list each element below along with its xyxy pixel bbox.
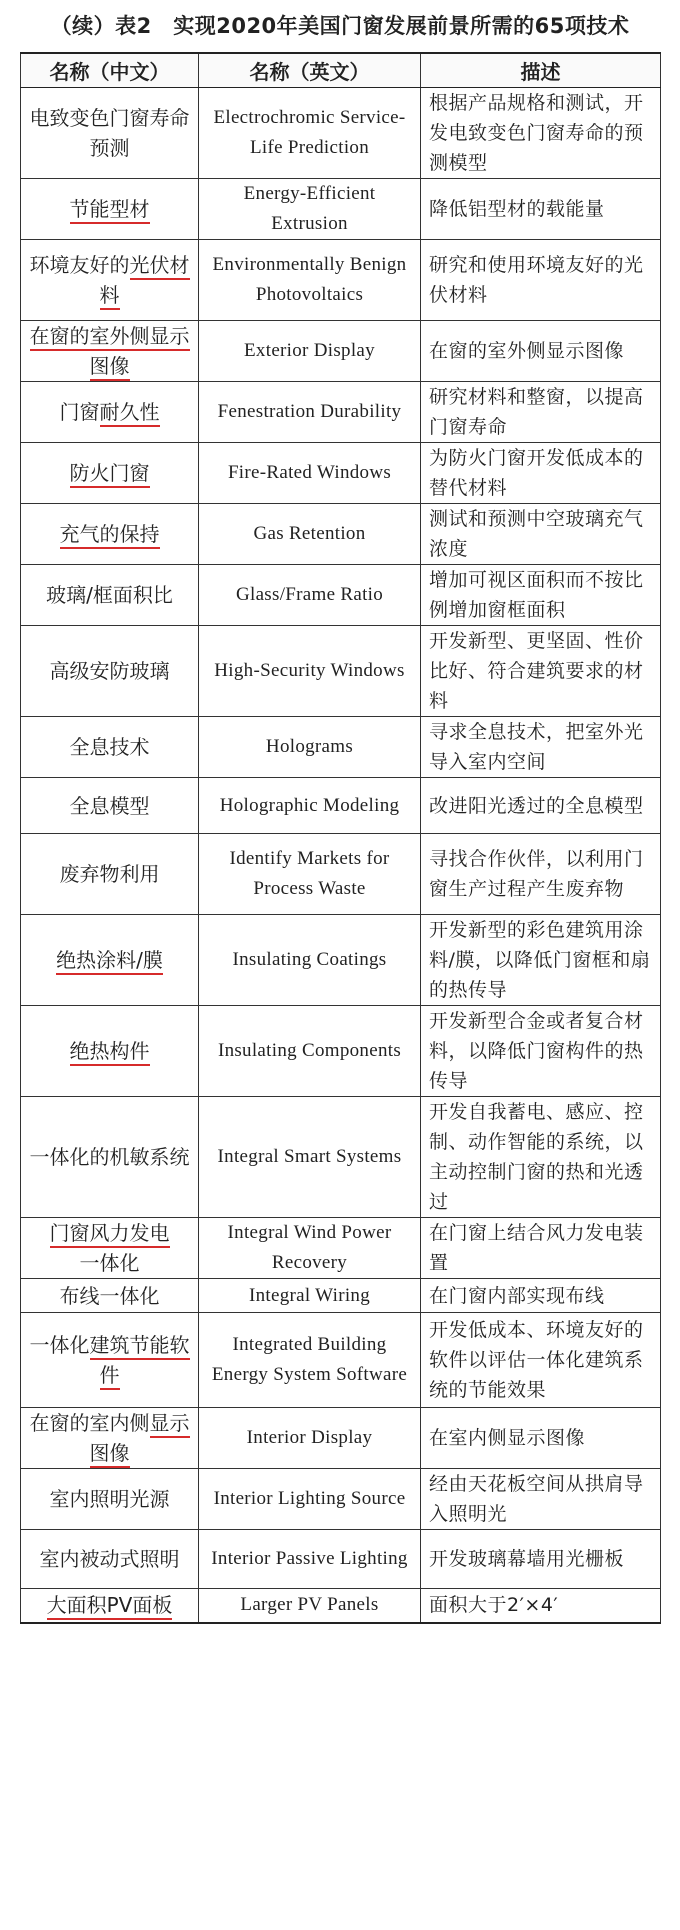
highlighted-term: 门窗风力发电: [50, 1221, 170, 1248]
chinese-name-text: 环境友好的: [29, 253, 130, 277]
header-description: 描述: [421, 53, 661, 88]
cell-english-name: Glass/Frame Ratio: [199, 565, 421, 626]
highlighted-term: 节能型材: [70, 197, 150, 224]
chinese-name-text: 室内照明光源: [49, 1487, 170, 1511]
cell-english-name: Gas Retention: [199, 504, 421, 565]
table-row: [21, 1313, 661, 1408]
cell-description: 开发新型的彩色建筑用涂料/膜，以降低门窗框和扇的热传导: [421, 915, 661, 1006]
chinese-name-text: 一体化的机敏系统: [29, 1145, 190, 1169]
cell-chinese-name: [21, 778, 199, 834]
cell-chinese-name: [21, 1469, 199, 1530]
cell-chinese-name: [21, 915, 199, 1006]
cell-chinese-name: [21, 565, 199, 626]
cell-description: 经由天花板空间从拱肩导入照明光: [421, 1469, 661, 1530]
highlighted-term: 建筑节能软件: [90, 1333, 190, 1390]
cell-chinese-name: [21, 1313, 199, 1408]
cell-english-name: Interior Display: [199, 1408, 421, 1469]
table-row: [21, 565, 661, 626]
cell-chinese-name: [21, 834, 199, 915]
cell-english-name: Integrated Building Energy System Software: [199, 1313, 421, 1408]
table-row: [21, 1279, 661, 1313]
cell-chinese-name: [21, 88, 199, 179]
table-row: [21, 1218, 661, 1279]
cell-english-name: Integral Wiring: [199, 1279, 421, 1313]
cell-description: 测试和预测中空玻璃充气浓度: [421, 504, 661, 565]
cell-description: 研究材料和整窗，以提高门窗寿命: [421, 382, 661, 443]
table-row: [21, 1469, 661, 1530]
cell-english-name: Electrochromic Service-Life Prediction: [199, 88, 421, 179]
table-row: [21, 321, 661, 382]
table-row: [21, 1097, 661, 1218]
cell-english-name: Exterior Display: [199, 321, 421, 382]
cell-chinese-name: [21, 240, 199, 321]
table-row: [21, 382, 661, 443]
cell-chinese-name: [21, 179, 199, 240]
cell-english-name: Interior Lighting Source: [199, 1469, 421, 1530]
cell-english-name: Fire-Rated Windows: [199, 443, 421, 504]
chinese-name-text: 门窗: [59, 400, 100, 424]
cell-english-name: Holograms: [199, 717, 421, 778]
chinese-name-text: 在窗的室内侧: [29, 1411, 150, 1435]
table-row: [21, 778, 661, 834]
cell-chinese-name: [21, 1218, 199, 1279]
table-row: [21, 179, 661, 240]
table-row: [21, 1408, 661, 1469]
chinese-name-text: 室内被动式照明: [39, 1547, 180, 1571]
cell-english-name: High-Security Windows: [199, 626, 421, 717]
cell-chinese-name: [21, 382, 199, 443]
cell-english-name: Energy-Efficient Extrusion: [199, 179, 421, 240]
cell-english-name: Insulating Components: [199, 1006, 421, 1097]
chinese-name-text: 布线一体化: [59, 1283, 160, 1308]
cell-chinese-name: [21, 1408, 199, 1469]
technology-table: [20, 52, 661, 1624]
chinese-name-text: 废弃物利用: [59, 862, 160, 886]
table-row: [21, 504, 661, 565]
cell-english-name: Identify Markets for Process Waste: [199, 834, 421, 915]
table-row: [21, 240, 661, 321]
table-caption: （续）表2 实现2020年美国门窗发展前景所需的65项技术: [50, 14, 630, 38]
cell-description: 面积大于2′×4′: [421, 1589, 661, 1623]
cell-chinese-name: [21, 321, 199, 382]
cell-english-name: Larger PV Panels: [199, 1589, 421, 1623]
cell-description: 研究和使用环境友好的光伏材料: [421, 240, 661, 321]
highlighted-term: 防火门窗: [70, 461, 150, 488]
table-row: [21, 443, 661, 504]
cell-description: 根据产品规格和测试，开发电致变色门窗寿命的预测模型: [421, 88, 661, 179]
chinese-name-text: 玻璃/框面积比: [46, 583, 173, 607]
highlighted-term: 绝热构件: [70, 1039, 150, 1066]
table-row: [21, 915, 661, 1006]
header-chinese-name: 名称（中文）: [21, 53, 199, 88]
table-row: [21, 717, 661, 778]
cell-description: 改进阳光透过的全息模型: [421, 778, 661, 834]
header-english-name: 名称（英文）: [199, 53, 421, 88]
chinese-name-text: 一体化: [29, 1333, 90, 1357]
cell-chinese-name: [21, 504, 199, 565]
cell-description: 寻求全息技术，把室外光导入室内空间: [421, 717, 661, 778]
cell-description: 降低铝型材的载能量: [421, 179, 661, 240]
table-header-row: [21, 53, 661, 88]
cell-description: 为防火门窗开发低成本的替代材料: [421, 443, 661, 504]
cell-description: 在室内侧显示图像: [421, 1408, 661, 1469]
cell-english-name: Holographic Modeling: [199, 778, 421, 834]
cell-english-name: Integral Wind Power Recovery: [199, 1218, 421, 1279]
chinese-name-text: 高级安防玻璃: [49, 659, 170, 683]
highlighted-term: 在窗的室外侧显示图像: [30, 324, 190, 381]
table-row: [21, 1530, 661, 1589]
chinese-name-text: 全息技术: [69, 735, 150, 759]
chinese-name-text: 全息模型: [69, 793, 150, 818]
highlighted-term: 显示图像: [90, 1411, 190, 1468]
table-row: [21, 834, 661, 915]
cell-chinese-name: [21, 1006, 199, 1097]
cell-description: 寻找合作伙伴，以利用门窗生产过程产生废弃物: [421, 834, 661, 915]
cell-description: 开发新型、更坚固、性价比好、符合建筑要求的材料: [421, 626, 661, 717]
cell-description: 在门窗上结合风力发电装置: [421, 1218, 661, 1279]
highlighted-term: 光伏材料: [100, 253, 190, 310]
cell-description: 在门窗内部实现布线: [421, 1279, 661, 1313]
cell-chinese-name: [21, 1097, 199, 1218]
cell-english-name: Environmentally Benign Photovoltaics: [199, 240, 421, 321]
highlighted-term: 绝热涂料/膜: [56, 948, 163, 975]
cell-chinese-name: [21, 626, 199, 717]
cell-chinese-name: [21, 1589, 199, 1623]
cell-english-name: Integral Smart Systems: [199, 1097, 421, 1218]
cell-chinese-name: [21, 1530, 199, 1589]
highlighted-term: 耐久性: [100, 400, 160, 427]
cell-description: 开发低成本、环境友好的软件以评估一体化建筑系统的节能效果: [421, 1313, 661, 1408]
cell-description: 开发新型合金或者复合材料，以降低门窗构件的热传导: [421, 1006, 661, 1097]
cell-description: 增加可视区面积而不按比例增加窗框面积: [421, 565, 661, 626]
cell-description: 开发自我蓄电、感应、控制、动作智能的系统，以主动控制门窗的热和光透过: [421, 1097, 661, 1218]
table-row: [21, 1589, 661, 1623]
highlighted-term: 充气的保持: [60, 522, 160, 549]
cell-chinese-name: [21, 1279, 199, 1313]
cell-chinese-name: [21, 717, 199, 778]
highlighted-term: 大面积PV面板: [47, 1593, 173, 1620]
chinese-name-text: 电致变色门窗寿命预测: [29, 106, 190, 160]
cell-chinese-name: [21, 443, 199, 504]
cell-english-name: Insulating Coatings: [199, 915, 421, 1006]
chinese-name-text: 一体化: [79, 1251, 140, 1275]
cell-description: 开发玻璃幕墙用光栅板: [421, 1530, 661, 1589]
table-row: [21, 88, 661, 179]
table-row: [21, 626, 661, 717]
table-row: [21, 1006, 661, 1097]
cell-english-name: Fenestration Durability: [199, 382, 421, 443]
cell-english-name: Interior Passive Lighting: [199, 1530, 421, 1589]
cell-description: 在窗的室外侧显示图像: [421, 321, 661, 382]
